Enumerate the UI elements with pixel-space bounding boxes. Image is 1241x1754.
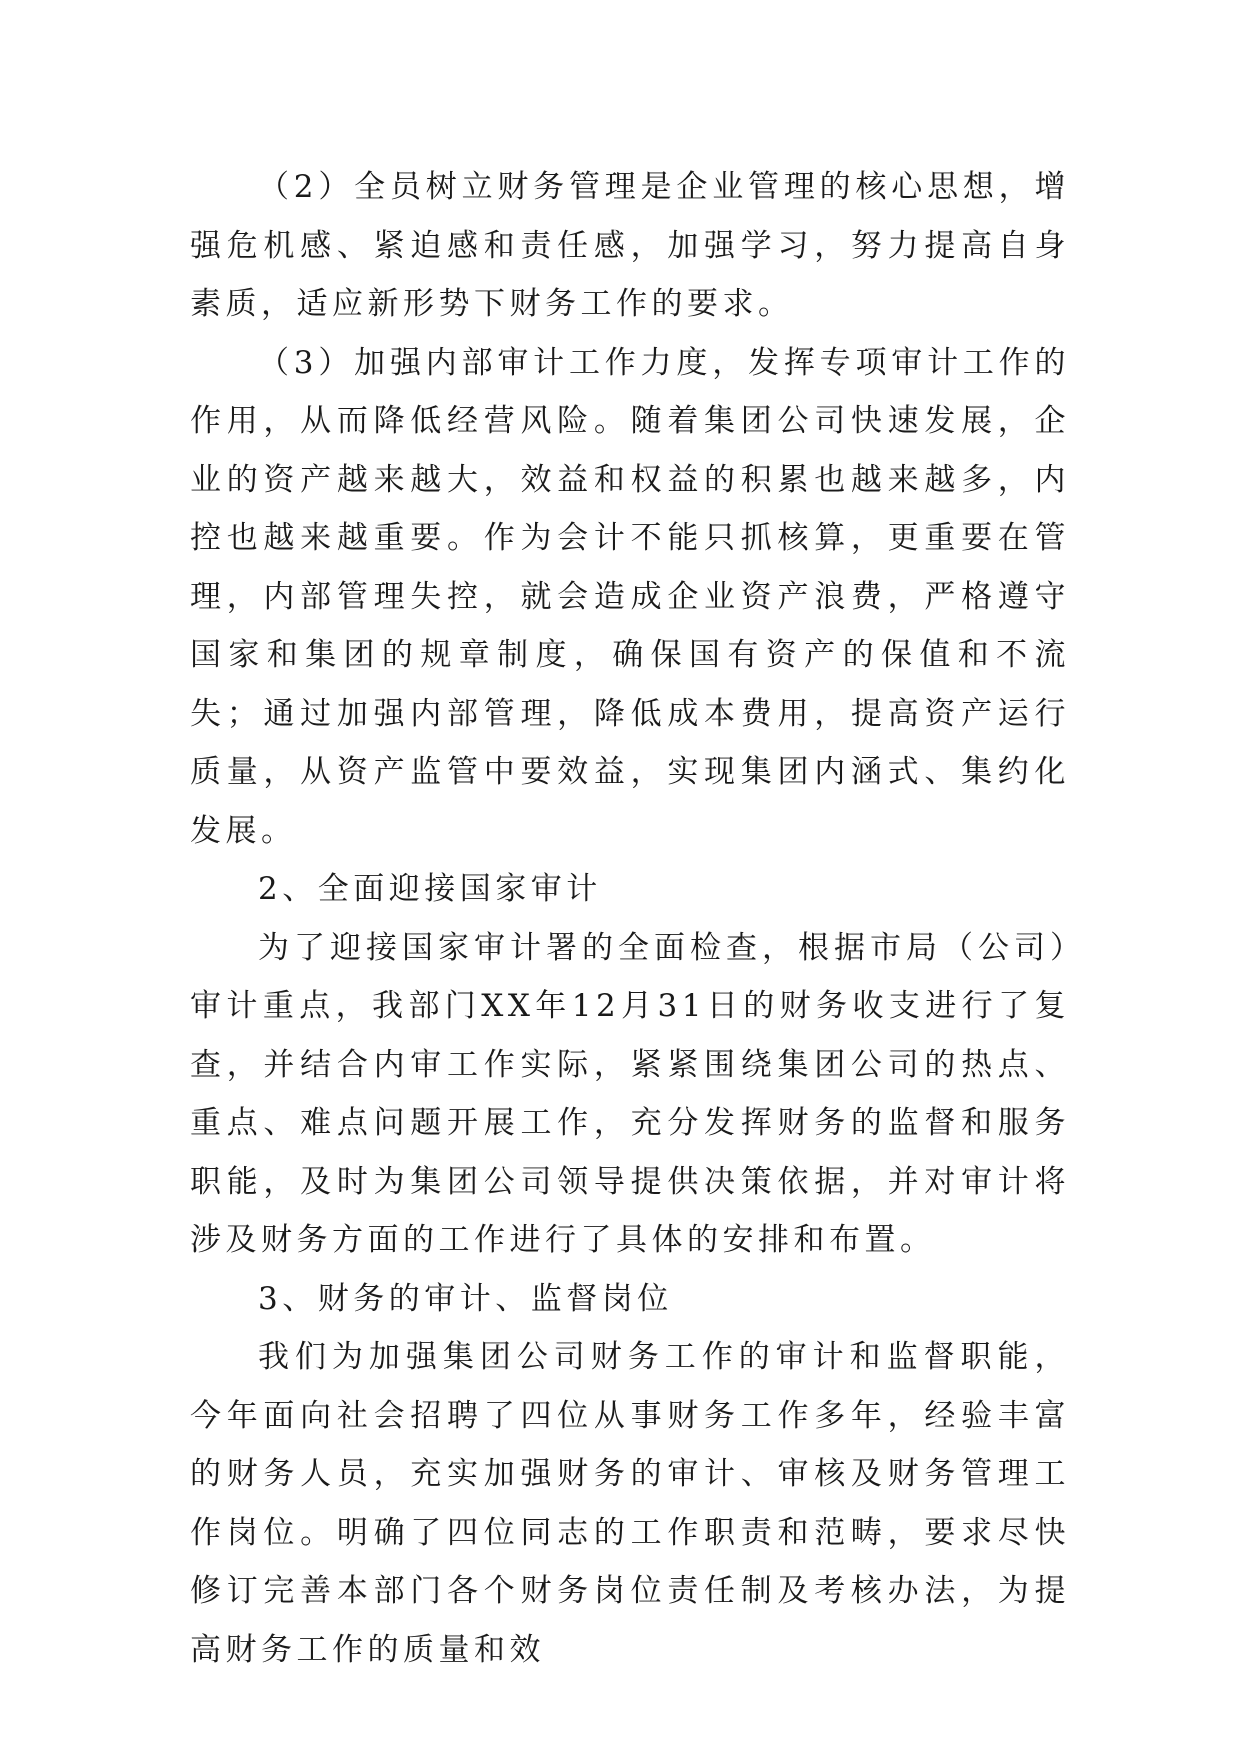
- section-heading-3: 3、财务的审计、监督岗位: [258, 1280, 673, 1317]
- paragraph-item-2: （2）全员树立财务管理是企业管理的核心思想，增强危机感、紧迫感和责任感，加强学习，努力提高自身素质，适应新形势下财务工作的要求。: [190, 169, 1070, 322]
- document-body: [190, 158, 1070, 1679]
- paragraph-audit-supervision: 我们为加强集团公司财务工作的审计和监督职能，今年面向社会招聘了四位从事财务工作多年，经验丰富的财务人员，充实加强财务的审计、审核及财务管理工作岗位。明确了四位同志的工作职责和范畴，要求尽快修订完善本部门各个财务岗位责任制及考核办法，为提高财务工作的质量和效: [190, 1339, 1070, 1668]
- paragraph-item-3: （3）加强内部审计工作力度，发挥专项审计工作的作用，从而降低经营风险。随着集团公司快速发展，企业的资产越来越大，效益和权益的积累也越来越多，内控也越来越重要。作为会计不能只抓核算，更重要在管理，内部管理失控，就会造成企业资产浪费，严格遵守国家和集团的规章制度，确保国有资产的保值和不流失；通过加强内部管理，降低成本费用，提高资产运行质量，从资产监管中要效益，实现集团内涵式、集约化发展。: [190, 344, 1070, 849]
- paragraph-national-audit: 为了迎接国家审计署的全面检查，根据市局（公司）审计重点，我部门XX年12月31日的财务收支进行了复查，并结合内审工作实际，紧紧围绕集团公司的热点、重点、难点问题开展工作，充分发挥财务的监督和服务职能，及时为集团公司领导提供决策依据，并对审计将涉及财务方面的工作进行了具体的安排和布置。: [190, 929, 1070, 1258]
- section-heading-2: 2、全面迎接国家审计: [258, 871, 602, 907]
